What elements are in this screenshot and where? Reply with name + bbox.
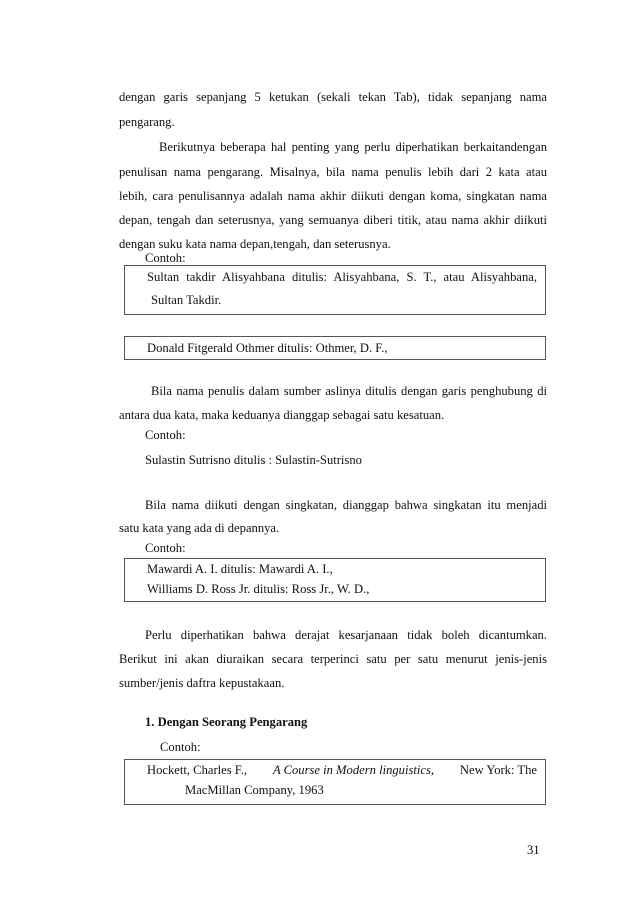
- example-label: Contoh:: [145, 251, 186, 265]
- paragraph-3-line-1: [151, 380, 547, 403]
- text-line: sumber/jenis daftra kepustakaan.: [119, 676, 285, 690]
- paragraph-4-line-2: [119, 517, 547, 540]
- paragraph-5-line-1: [145, 624, 547, 647]
- text-line: Berikutnya beberapa hal penting yang perlu diperhatikan berkaitandengan: [159, 140, 547, 154]
- text-line: depan, tengah dan seterusnya, yang semuanya diberi titik, atau nama akhir diikuti: [119, 213, 547, 227]
- paragraph-1-line-1: [119, 86, 547, 109]
- text-line: pengarang.: [119, 115, 175, 129]
- text-line: Bila nama penulis dalam sumber aslinya ditulis dengan garis penghubung di: [151, 384, 547, 398]
- reference-line-2: MacMillan Company, 1963: [185, 783, 324, 797]
- example-line: Williams D. Ross Jr. ditulis: Ross Jr., W. D.,: [147, 582, 370, 596]
- paragraph-2-line-1: [159, 136, 547, 159]
- paragraph-5-line-2: [119, 648, 547, 671]
- paragraph-5-line-3: [119, 672, 547, 695]
- reference-line-1: [147, 763, 537, 778]
- example-box-2: [124, 336, 546, 360]
- section-heading: 1. Dengan Seorang Pengarang: [145, 715, 308, 729]
- text-line: dengan suku kata nama depan,tengah, dan seterusnya.: [119, 237, 391, 251]
- example-line: Sultan Takdir.: [151, 293, 222, 307]
- paragraph-2-line-4: [119, 209, 547, 232]
- example-line: Donald Fitgerald Othmer ditulis: Othmer, D. F.,: [147, 341, 388, 355]
- paragraph-1-line-2: [119, 111, 547, 134]
- text-line: Bila nama diikuti dengan singkatan, dianggap bahwa singkatan itu menjadi: [145, 498, 547, 512]
- paragraph-3-line-2: [119, 404, 547, 427]
- reference-title: A Course in Modern linguistics,: [272, 763, 435, 777]
- text-line: Berikut ini akan diuraikan secara terperinci satu per satu menurut jenis-jenis: [119, 652, 547, 666]
- example-box-3: [124, 558, 546, 602]
- text-line: lebih, cara penulisannya adalah nama akhir diikuti dengan koma, singkatan nama: [119, 189, 547, 203]
- reference-publisher: New York: The: [456, 763, 537, 777]
- text-line: satu kata yang ada di depannya.: [119, 521, 280, 535]
- text-line: antara dua kata, maka keduanya dianggap sebagai satu kesatuan.: [119, 408, 445, 422]
- page-number: 31: [527, 843, 540, 857]
- example-label: Contoh:: [145, 541, 186, 555]
- text-line: Perlu diperhatikan bahwa derajat kesarjanaan tidak boleh dicantumkan.: [145, 628, 547, 642]
- text-line: dengan garis sepanjang 5 ketukan (sekali tekan Tab), tidak sepanjang nama: [119, 90, 547, 104]
- example-label: Contoh:: [160, 740, 201, 754]
- text-line: penulisan nama pengarang. Misalnya, bila nama penulis lebih dari 2 kata atau: [119, 165, 547, 179]
- paragraph-2-line-2: [119, 161, 547, 184]
- example-box-4: [124, 759, 546, 805]
- example-line: Sultan takdir Alisyahbana ditulis: Alisyahbana, S. T., atau Alisyahbana,: [147, 270, 537, 284]
- example-box-1: [124, 265, 546, 315]
- paragraph-4-line-1: [145, 494, 547, 517]
- example-plain: Sulastin Sutrisno ditulis : Sulastin-Sutrisno: [145, 453, 362, 467]
- example-line: Mawardi A. I. ditulis: Mawardi A. I.,: [147, 562, 333, 576]
- paragraph-2-line-3: [119, 185, 547, 208]
- reference-author: Hockett, Charles F.,: [147, 763, 251, 777]
- example-label: Contoh:: [145, 428, 186, 442]
